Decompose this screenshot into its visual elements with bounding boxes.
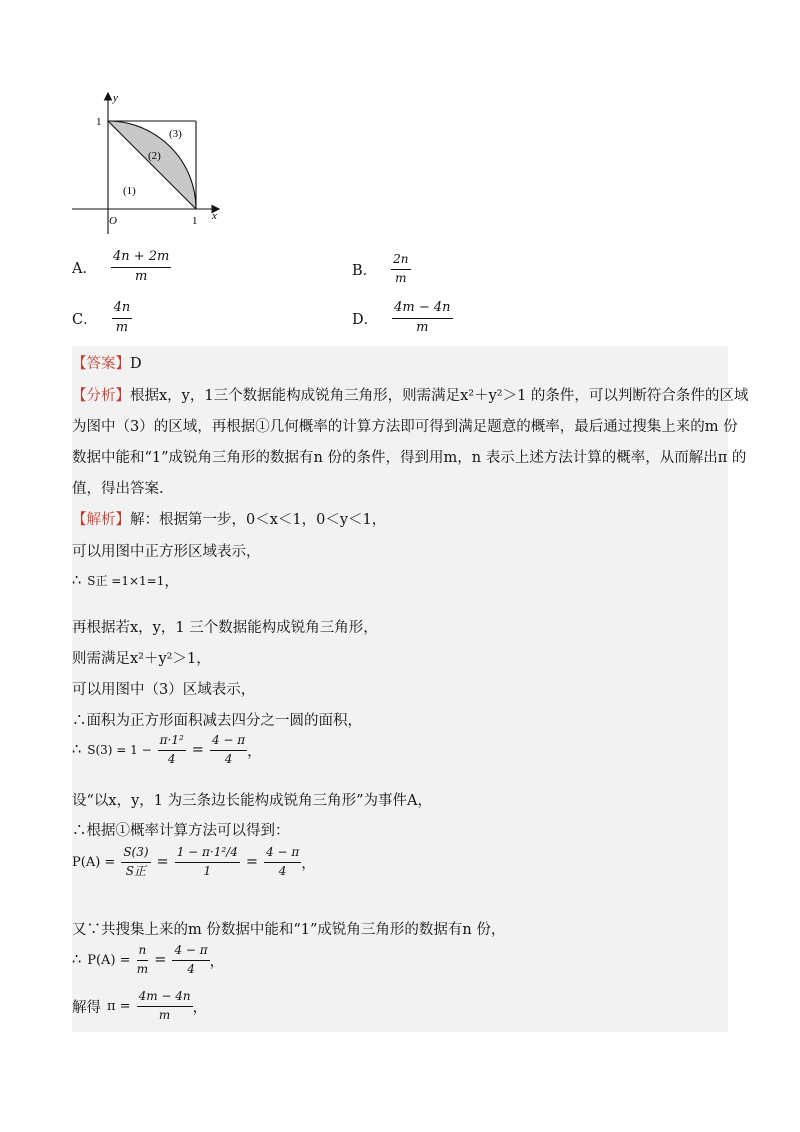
analysis-text-1: 根据x，y，1三个数据能构成锐角三角形，则需满足x²＋y²＞1 的条件，可以判断符合条件的区域 (130, 388, 749, 404)
square-area-formula: S正 =1×1=1 (87, 574, 165, 588)
option-b-num: 2n (391, 253, 410, 270)
n-over-m-fraction (137, 944, 149, 977)
fraction-num: n (137, 944, 149, 961)
solution-line-4: 再根据若x，y，1 三个数据能构成锐角三角形， (72, 620, 378, 636)
solution-line-10: ∴根据①概率计算方法可以得到： (72, 823, 290, 839)
probability-lhs: P(A) = (87, 952, 131, 968)
coordinate-figure (68, 88, 233, 238)
solve-prefix: 解得 (72, 999, 101, 1016)
fraction-den: 1 (203, 863, 212, 878)
option-d-fraction (392, 301, 452, 336)
option-c-fraction (112, 301, 133, 336)
analysis-line-3: 数据中能和“1”成锐角三角形的数据有n 份的条件，得到用m，n 表示上述方法计算的概率，从而解出π 的 (72, 450, 747, 466)
analysis-line-4: 值，得出答案. (72, 481, 164, 497)
answer-line (72, 352, 142, 373)
analysis-line-1 (72, 384, 748, 405)
figure-svg (68, 88, 233, 238)
answer-value: D (130, 356, 142, 372)
region3-area-lhs: S(3) = 1 − (87, 743, 152, 758)
option-a-letter: A． (72, 260, 97, 277)
region-3-label: (3) (169, 128, 182, 140)
solution-panel (72, 346, 749, 1032)
solution-line-2: 可以用图中正方形区域表示， (72, 544, 261, 560)
option-a-fraction (111, 250, 171, 285)
equals-sign: = (191, 742, 204, 759)
fraction-den: m (136, 961, 149, 976)
answer-tag: 【答案】 (72, 356, 130, 372)
tick-x-label: 1 (192, 215, 198, 227)
probability-result-fraction (172, 944, 209, 977)
therefore-symbol: ∴ (72, 742, 82, 759)
fraction-num: 4 − π (210, 734, 247, 751)
quarter-circle-fraction (158, 734, 186, 767)
region-2-label: (2) (148, 150, 161, 162)
comma: ， (209, 953, 225, 970)
option-d-num: 4m − 4n (392, 301, 452, 319)
pi-result-fraction (137, 990, 193, 1023)
option-d-letter: D． (352, 311, 379, 328)
solution-line-12: 又∵共搜集上来的m 份数据中能和“1”成锐角三角形的数据有n 份， (72, 922, 506, 938)
area-ratio-fraction (121, 846, 150, 879)
fraction-den: S正 (125, 863, 147, 878)
probability-result-fraction (264, 846, 301, 879)
solution-line-5: 则需满足x²＋y²＞1， (72, 651, 211, 667)
compound-fraction (175, 846, 240, 879)
solution-line-13 (72, 944, 224, 977)
fraction-den: 4 (224, 751, 233, 766)
solution-line-9: 设“以x，y，1 为三条边长能构成锐角三角形”为事件A， (72, 793, 432, 809)
option-a-num: 4n + 2m (111, 250, 171, 268)
option-b-letter: B． (352, 262, 378, 279)
fraction-num: S(3) (121, 846, 150, 863)
region3-area-fraction (210, 734, 247, 767)
option-d-den: m (416, 319, 429, 335)
fraction-den: 4 (167, 751, 176, 766)
therefore-symbol: ∴ (72, 572, 82, 589)
equals-sign: = (154, 952, 167, 969)
fraction-num: 1 − π·1²/4 (175, 846, 240, 863)
option-b-fraction (391, 253, 410, 286)
solution-line-1 (72, 508, 386, 529)
comma: ， (192, 999, 208, 1016)
option-c[interactable] (72, 301, 132, 336)
fraction-den: m (158, 1007, 171, 1022)
origin-label: O (109, 215, 117, 227)
solution-text-1: 解：根据第一步，0＜x＜1，0＜y＜1， (130, 512, 387, 528)
solution-line-3 (72, 570, 179, 591)
solution-line-7: ∴面积为正方形面积减去四分之一圆的面积， (72, 713, 362, 729)
region-1-label: (1) (123, 185, 136, 197)
solution-line-6: 可以用图中（3）区域表示， (72, 682, 256, 698)
fraction-num: 4 − π (172, 944, 209, 961)
comma: ， (247, 743, 262, 760)
comma: ， (164, 574, 179, 590)
solution-line-8 (72, 734, 262, 767)
analysis-tag: 【分析】 (72, 388, 130, 404)
option-b-den: m (395, 270, 407, 285)
probability-lhs: P(A) = (72, 854, 116, 870)
solution-tag: 【解析】 (72, 512, 130, 528)
x-axis-label: x (212, 210, 217, 222)
solution-line-11 (72, 846, 316, 879)
tick-y-label: 1 (96, 116, 102, 128)
y-axis-label: y (113, 92, 118, 104)
option-a-den: m (135, 268, 148, 284)
fraction-den: 4 (187, 961, 195, 976)
equals-sign: = (245, 854, 258, 871)
comma: ， (301, 855, 316, 872)
analysis-line-2: 为图中（3）的区域，再根据①几何概率的计算方法即可得到满足题意的概率，最后通过搜集上来的m 份 (72, 419, 738, 435)
fraction-den: 4 (278, 863, 287, 878)
option-b[interactable] (352, 253, 411, 286)
fraction-num: π·1² (158, 734, 186, 751)
option-a[interactable] (72, 250, 171, 285)
solution-line-14 (72, 990, 207, 1023)
option-d[interactable] (352, 301, 453, 336)
option-c-letter: C． (72, 311, 98, 328)
option-c-den: m (115, 319, 129, 335)
option-c-num: 4n (112, 301, 133, 319)
fraction-num: 4m − 4n (137, 990, 193, 1007)
pi-lhs: π = (107, 998, 131, 1014)
equals-sign: = (156, 854, 169, 871)
fraction-num: 4 − π (264, 846, 301, 863)
therefore-symbol: ∴ (72, 952, 82, 969)
